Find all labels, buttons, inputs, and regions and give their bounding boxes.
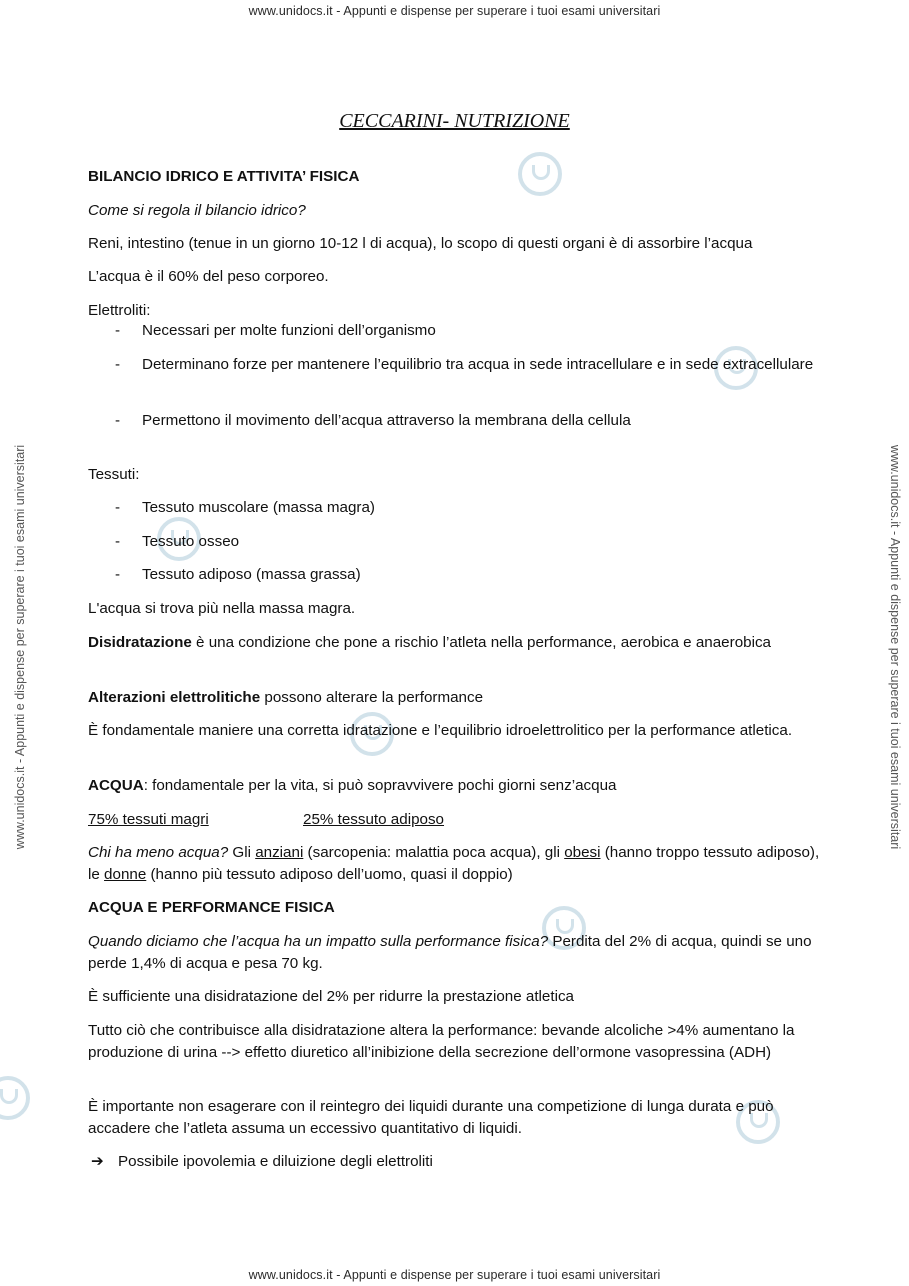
quando-text: Perdita del 2% di acqua, quindi se uno perde 1,4% di acqua e pesa 70 kg. (88, 933, 812, 972)
question-quando: Quando diciamo che l’acqua ha un impatto sulla performance fisica? (88, 933, 549, 950)
list-item-text: Determinano forze per mantenere l’equilibrio tra acqua in sede intracellulare e in sede extracellulare (142, 356, 814, 373)
text-span: (sarcopenia: malattia poca acqua), gli (303, 844, 565, 861)
paragraph-quando (88, 931, 833, 974)
list-item-text: Necessari per molte funzioni dell’organismo (142, 322, 436, 339)
question-chi: Chi ha meno acqua? (88, 844, 229, 861)
arrow-item-text: Possibile ipovolemia e diluizione degli elettroliti (118, 1153, 433, 1170)
paragraph-chi-ha-meno-acqua (88, 842, 833, 885)
paragraph-disidratazione (88, 632, 833, 654)
term-alterazioni: Alterazioni elettrolitiche (88, 689, 261, 706)
term-anziani: anziani (255, 844, 304, 861)
alterazioni-text: possono alterare la performance (260, 689, 484, 706)
watermark-right: www.unidocs.it - Appunti e dispense per superare i tuoi esami universitari (888, 444, 902, 850)
list-item-text: Tessuto adiposo (massa grassa) (142, 566, 361, 583)
text-span: (hanno troppo tessuto adiposo), le (88, 844, 820, 883)
list-item-text: Tessuto osseo (142, 533, 240, 550)
question-bilancio: Come si regola il bilancio idrico? (88, 202, 306, 219)
percentages-row (88, 809, 833, 831)
text-span: Gli (228, 844, 256, 861)
paragraph-massa-magra: L'acqua si trova più nella massa magra. (88, 600, 356, 617)
watermark-header: www.unidocs.it - Appunti e dispense per superare i tuoi esami universitari (248, 4, 661, 18)
paragraph-reni: Reni, intestino (tenue in un giorno 10-12 l di acqua), lo scopo di questi organi è di assorbire l’acqua (88, 235, 753, 252)
section-heading-bilancio: BILANCIO IDRICO E ATTIVITA’ FISICA (88, 168, 360, 185)
list-item-text: Permettono il movimento dell’acqua attraverso la membrana della cellula (142, 412, 631, 429)
section-heading-performance: ACQUA E PERFORMANCE FISICA (88, 899, 335, 916)
paragraph-tutto: Tutto ciò che contribuisce alla disidratazione altera la performance: bevande alcoliche >4% aumentano la produzione di urina --> effetto diuretico all’inibizione della secrezione dell’ormone vasopressina (ADH) (88, 1022, 795, 1061)
paragraph-alterazioni (88, 687, 833, 709)
pct-tessuto-adiposo: 25% tessuto adiposo (303, 811, 445, 828)
elettroliti-label: Elettroliti: (88, 302, 151, 319)
paragraph-fondamentale: È fondamentale maniere una corretta idratazione e l’equilibrio idroelettrolitico per la performance atletica. (88, 722, 793, 739)
term-acqua: ACQUA (88, 777, 144, 794)
paragraph-importante: È importante non esagerare con il reintegro dei liquidi durante una competizione di lunga durata e può accadere che l’atleta assuma un eccessivo quantitativo di liquidi. (88, 1098, 774, 1137)
list-item-text: Tessuto muscolare (massa magra) (142, 499, 375, 516)
paragraph-acqua-60: L’acqua è il 60% del peso corporeo. (88, 268, 329, 285)
paragraph-acqua (88, 775, 833, 797)
term-disidratazione: Disidratazione (88, 634, 192, 651)
paragraph-sufficiente: È sufficiente una disidratazione del 2% per ridurre la prestazione atletica (88, 988, 574, 1005)
acqua-text: : fondamentale per la vita, si può sopravvivere pochi giorni senz’acqua (143, 777, 617, 794)
disidratazione-text: è una condizione che pone a rischio l’atleta nella performance, aerobica e anaerobica (191, 634, 771, 651)
tessuti-label: Tessuti: (88, 466, 140, 483)
pct-tessuti-magri: 75% tessuti magri (88, 811, 209, 828)
watermark-footer: www.unidocs.it - Appunti e dispense per superare i tuoi esami universitari (248, 1268, 661, 1282)
text-span: (hanno più tessuto adiposo dell’uomo, quasi il doppio) (146, 865, 513, 883)
watermark-left: www.unidocs.it - Appunti e dispense per superare i tuoi esami universitari (13, 444, 27, 850)
term-donne: donne (104, 865, 147, 883)
term-obesi: obesi (564, 844, 601, 861)
document-title: CECCARINI- NUTRIZIONE (339, 110, 570, 132)
arrow-right-icon: ➔ (91, 1153, 104, 1170)
watermark-logo-icon (0, 1076, 30, 1120)
